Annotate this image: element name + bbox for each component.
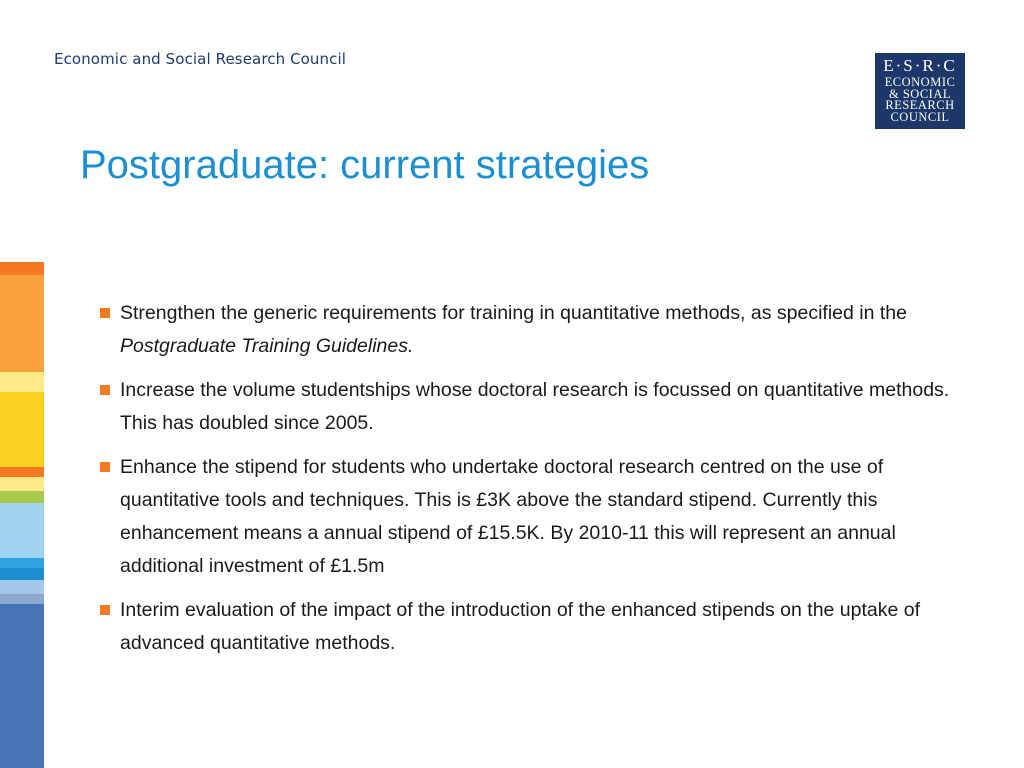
decorative-color-stripes — [0, 262, 44, 768]
square-bullet-icon — [100, 308, 110, 318]
logo-line-council: COUNCIL — [890, 109, 950, 124]
bullet-item — [100, 451, 970, 583]
stripe — [0, 275, 44, 372]
bullet-text: Strengthen the generic requirements for training in quantitative methods, as specified in the — [120, 302, 907, 324]
stripe — [0, 503, 44, 558]
stripe — [0, 580, 44, 594]
bullet-item — [100, 594, 970, 660]
stripe — [0, 491, 44, 503]
logo-acronym: E·S·R·C — [883, 56, 957, 75]
stripe — [0, 568, 44, 580]
square-bullet-icon — [100, 462, 110, 472]
stripe — [0, 594, 44, 604]
bullet-list — [100, 297, 970, 671]
stripe — [0, 477, 44, 491]
stripe — [0, 467, 44, 477]
square-bullet-icon — [100, 605, 110, 615]
stripe — [0, 604, 44, 768]
square-bullet-icon — [100, 385, 110, 395]
stripe — [0, 392, 44, 467]
bullet-text: Enhance the stipend for students who undertake doctoral research centred on the use of quantitative tools and techniques. This is £3K above the standard stipend. Currently this enhancement means a annual stipend of £15.5K. By 2010-11 this will represent an annual additional investment of £1.5m — [120, 456, 896, 577]
bullet-item — [100, 374, 970, 440]
logo-line-social: & SOCIAL — [889, 86, 951, 101]
bullet-item — [100, 297, 970, 363]
esrc-logo — [875, 53, 965, 129]
stripe — [0, 372, 44, 392]
bullet-text: Increase the volume studentships whose doctoral research is focussed on quantitative methods. This has doubled since 2005. — [120, 379, 950, 434]
logo-line-research: RESEARCH — [885, 98, 955, 112]
logo-line-economic: ECONOMIC — [884, 75, 956, 89]
stripe — [0, 262, 44, 275]
stripe — [0, 558, 44, 568]
bullet-italic-text: Postgraduate Training Guidelines. — [120, 335, 414, 357]
bullet-text: Interim evaluation of the impact of the introduction of the enhanced stipends on the uptake of advanced quantitative methods. — [120, 599, 921, 654]
slide-title: Postgraduate: current strategies — [80, 143, 650, 187]
organization-name: Economic and Social Research Council — [54, 50, 347, 68]
